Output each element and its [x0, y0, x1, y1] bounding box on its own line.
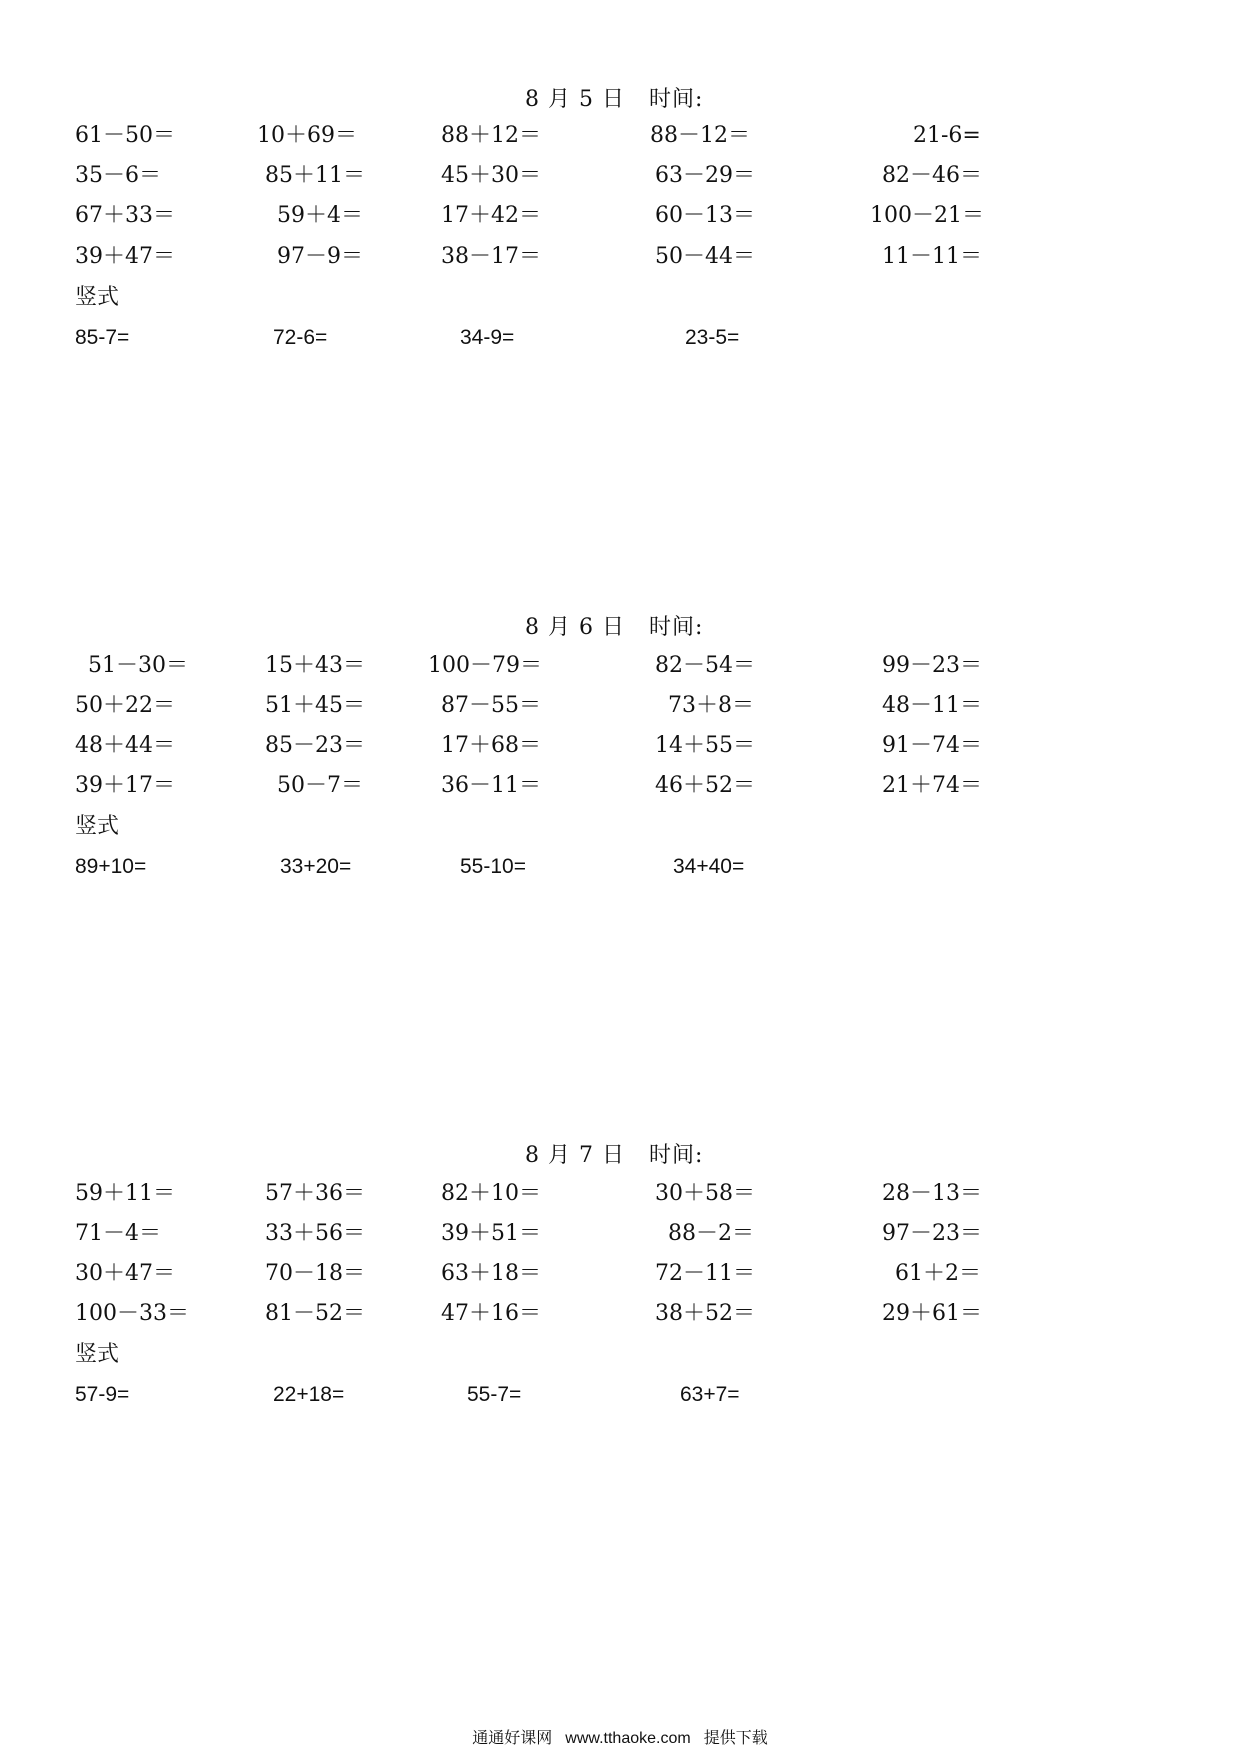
- problem-row: [0, 1260, 1240, 1296]
- vertical-problem: 55-7=: [467, 1383, 522, 1406]
- day-section-aug6: [0, 610, 1240, 910]
- problem: 97－9＝: [277, 244, 363, 269]
- vertical-label: 竖式: [75, 814, 120, 839]
- section-date: 8 月 6 日: [525, 615, 625, 640]
- problem-row: [0, 732, 1240, 768]
- section-time-label: 时间:: [648, 615, 704, 640]
- problem: 17＋68＝: [441, 733, 541, 758]
- problem: 33＋56＝: [265, 1221, 365, 1246]
- problem: 88＋12＝: [441, 123, 541, 148]
- problem: 39＋17＝: [75, 773, 175, 798]
- problem: 61＋2＝: [895, 1261, 981, 1286]
- problem: 72－11＝: [655, 1261, 755, 1286]
- problem: 85－23＝: [265, 733, 365, 758]
- problem: 36－11＝: [441, 773, 541, 798]
- problem: 38－17＝: [441, 244, 541, 269]
- vertical-label: 竖式: [75, 285, 120, 310]
- problem: 17＋42＝: [441, 203, 541, 228]
- problem: 82＋10＝: [441, 1181, 541, 1206]
- vertical-problem: 23-5=: [685, 326, 740, 349]
- vertical-row: [0, 853, 1240, 889]
- section-date: 8 月 5 日: [525, 87, 625, 112]
- page-footer: [0, 1725, 1240, 1748]
- problem: 50－44＝: [655, 244, 755, 269]
- problem: 51＋45＝: [265, 693, 365, 718]
- problem: 82－46＝: [882, 163, 982, 188]
- problem: 70－18＝: [265, 1261, 365, 1286]
- vertical-row: [0, 1381, 1240, 1417]
- problem: 28－13＝: [882, 1181, 982, 1206]
- problem: 91－74＝: [882, 733, 982, 758]
- problem: 48－11＝: [882, 693, 982, 718]
- problem: 15＋43＝: [265, 653, 365, 678]
- problem: 97－23＝: [882, 1221, 982, 1246]
- problem: 88－2＝: [668, 1221, 754, 1246]
- vertical-problem: 22+18=: [273, 1383, 345, 1406]
- problem: 21-6=: [913, 123, 981, 148]
- vertical-problem: 34+40=: [673, 855, 745, 878]
- problem: 100－21＝: [870, 203, 984, 228]
- problem: 63＋18＝: [441, 1261, 541, 1286]
- problem: 35－6＝: [75, 163, 161, 188]
- section-title: [525, 82, 703, 113]
- problem: 99－23＝: [882, 653, 982, 678]
- problem: 88－12＝: [650, 123, 750, 148]
- problem: 10＋69＝: [257, 123, 357, 148]
- day-section-aug5: [0, 82, 1240, 382]
- problem-row: [0, 202, 1240, 238]
- problem: 81－52＝: [265, 1301, 365, 1326]
- problem: 48＋44＝: [75, 733, 175, 758]
- problem-row: [0, 1300, 1240, 1336]
- problem: 29＋61＝: [882, 1301, 982, 1326]
- problem: 30＋58＝: [655, 1181, 755, 1206]
- vertical-label: 竖式: [75, 1342, 120, 1367]
- problem: 100－33＝: [75, 1301, 189, 1326]
- footer-url-link[interactable]: www.tthaoke.com: [565, 1730, 691, 1747]
- vertical-problem: 85-7=: [75, 326, 130, 349]
- vertical-problem: 72-6=: [273, 326, 328, 349]
- section-date: 8 月 7 日: [525, 1143, 625, 1168]
- problem: 21＋74＝: [882, 773, 982, 798]
- section-time-label: 时间:: [648, 87, 704, 112]
- problem: 11－11＝: [882, 244, 982, 269]
- problem: 59＋11＝: [75, 1181, 175, 1206]
- vertical-problem: 33+20=: [280, 855, 352, 878]
- problem: 30＋47＝: [75, 1261, 175, 1286]
- problem: 45＋30＝: [441, 163, 541, 188]
- problem: 59＋4＝: [277, 203, 363, 228]
- day-section-aug7: [0, 1138, 1240, 1438]
- problem: 50＋22＝: [75, 693, 175, 718]
- problem-row: [0, 652, 1240, 688]
- section-title: [525, 610, 703, 641]
- problem-row: [0, 692, 1240, 728]
- problem: 14＋55＝: [655, 733, 755, 758]
- problem: 47＋16＝: [441, 1301, 541, 1326]
- problem: 60－13＝: [655, 203, 755, 228]
- problem: 71－4＝: [75, 1221, 161, 1246]
- footer-site-name: 通通好课网: [472, 1728, 553, 1747]
- problem: 67＋33＝: [75, 203, 175, 228]
- problem-row: [0, 772, 1240, 808]
- vertical-problem: 57-9=: [75, 1383, 130, 1406]
- vertical-problem: 63+7=: [680, 1383, 740, 1406]
- vertical-row: [0, 324, 1240, 360]
- footer-suffix: 提供下载: [703, 1728, 768, 1747]
- problem: 87－55＝: [441, 693, 541, 718]
- problem-row: [0, 1180, 1240, 1216]
- vertical-problem: 34-9=: [460, 326, 515, 349]
- problem: 39＋51＝: [441, 1221, 541, 1246]
- vertical-problem: 89+10=: [75, 855, 147, 878]
- problem: 61－50＝: [75, 123, 175, 148]
- problem: 46＋52＝: [655, 773, 755, 798]
- problem-row: [0, 243, 1240, 279]
- problem: 50－7＝: [277, 773, 363, 798]
- problem: 73＋8＝: [668, 693, 754, 718]
- problem: 100－79＝: [428, 653, 542, 678]
- problem: 51－30＝: [88, 653, 188, 678]
- problem: 57＋36＝: [265, 1181, 365, 1206]
- problem-row: [0, 1220, 1240, 1256]
- section-title: [525, 1138, 703, 1169]
- problem: 85＋11＝: [265, 163, 365, 188]
- problem-row: [0, 162, 1240, 198]
- vertical-problem: 55-10=: [460, 855, 526, 878]
- problem: 82－54＝: [655, 653, 755, 678]
- problem: 38＋52＝: [655, 1301, 755, 1326]
- problem-row: [0, 122, 1240, 158]
- problem: 39＋47＝: [75, 244, 175, 269]
- problem: 63－29＝: [655, 163, 755, 188]
- section-time-label: 时间:: [648, 1143, 704, 1168]
